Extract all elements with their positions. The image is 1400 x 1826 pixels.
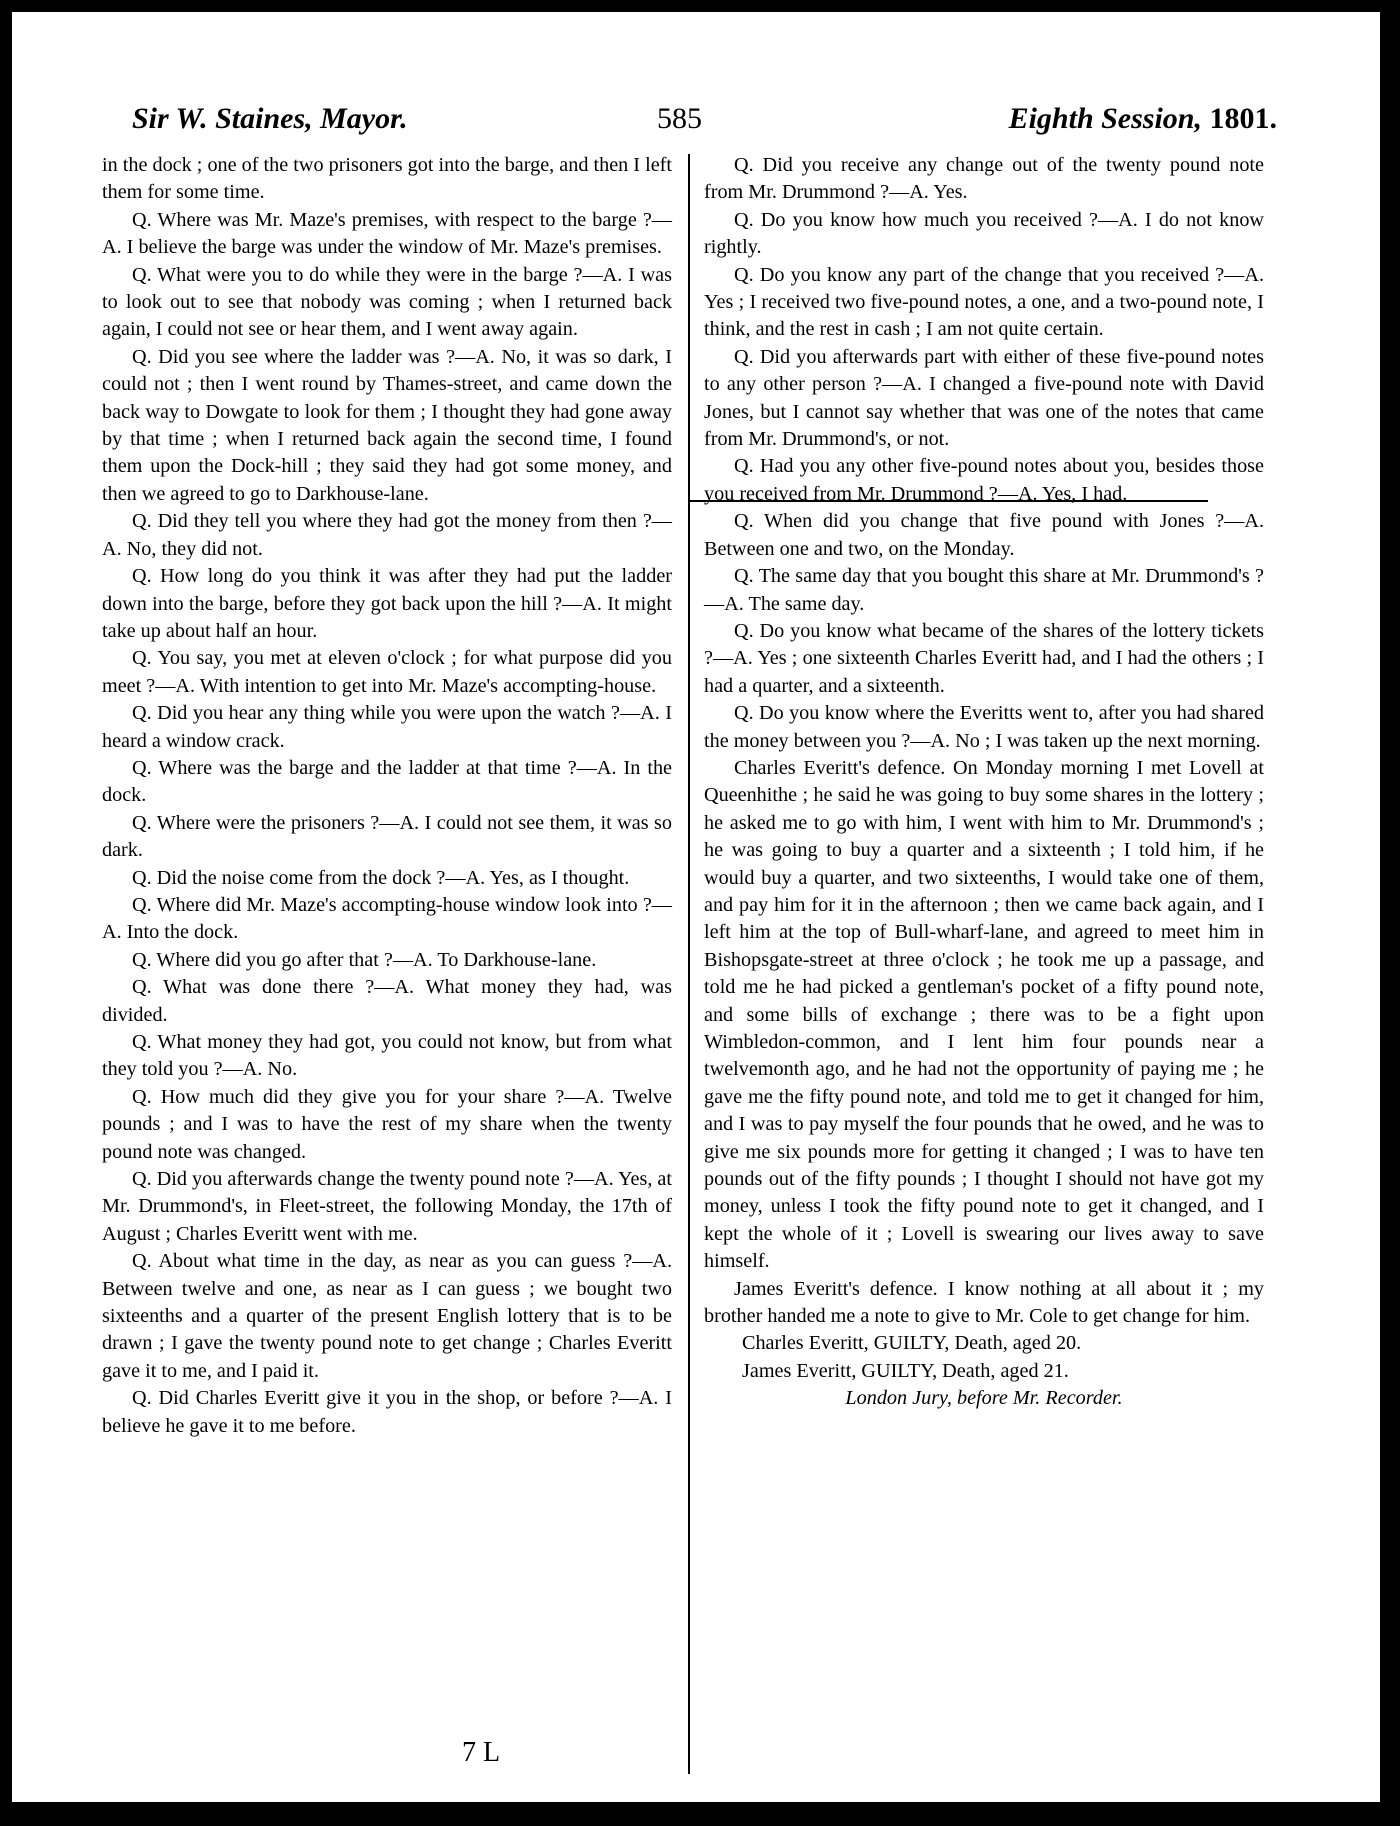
paragraph: Q. The same day that you bought this share at Mr. Drummond's ?—A. The same day. xyxy=(704,565,1264,615)
paragraph: Q. Where did Mr. Maze's accompting-house window look into ?—A. Into the dock. xyxy=(102,893,672,944)
paragraph: Q. Had you any other five-pound notes about you, besides those you received from Mr. Drummond ?—A. Yes, I had. xyxy=(704,455,1264,505)
paragraph: Q. Do you know any part of the change that you received ?—A. Yes ; I received two five-pound notes, a one, and a two-pound note, I think, and the rest in cash ; I am not quite certain. xyxy=(704,263,1264,341)
paragraph: Q. You say, you met at eleven o'clock ; for what purpose did you meet ?—A. With intention to get into Mr. Maze's accompting-house. xyxy=(102,647,672,697)
verdict-james: James Everitt, GUILTY, Death, aged 21. xyxy=(742,1359,1069,1382)
paragraph: Q. How long do you think it was after they had put the ladder down into the barge, before they got back upon the hill ?—A. It might take up about half an hour. xyxy=(102,565,672,642)
verdict-charles: Charles Everitt, GUILTY, Death, aged 20. xyxy=(742,1332,1082,1355)
document-page xyxy=(12,12,1380,1802)
right-column xyxy=(704,152,1264,1413)
paragraph: Q. Did you hear any thing while you were upon the watch ?—A. I heard a window crack. xyxy=(102,702,672,752)
paragraph: Q. Did you see where the ladder was ?—A. No, it was so dark, I could not ; then I went round by Thames-street, and came down the back way to Dowgate to look for them ; I thought they had gone away by that time ; when I returned back again the second time, I found them upon the Dock-hill ; they said they had got some money, and then we agreed to go to Darkhouse-lane. xyxy=(102,345,672,505)
signature-mark: 7 L xyxy=(462,1737,501,1768)
paragraph: Q. Do you know where the Everitts went to, after you had shared the money between you ?—A. No ; I was taken up the next morning. xyxy=(704,702,1264,752)
paragraph: Q. What were you to do while they were in the barge ?—A. I was to look out to see that nobody was coming ; when I returned back again, I could not see or hear them, and I went away again. xyxy=(102,263,672,341)
paragraph: Q. Do you know what became of the shares of the lottery tickets ?—A. Yes ; one sixteenth Charles Everitt had, and I had the others ; I had a quarter, and a sixteenth. xyxy=(704,619,1264,697)
paragraph: in the dock ; one of the two prisoners got into the barge, and then I left them for some time. xyxy=(102,154,672,204)
paragraph: Q. When did you change that five pound with Jones ?—A. Between one and two, on the Monday. xyxy=(704,510,1264,560)
paragraph: Q. Did they tell you where they had got the money from then ?—A. No, they did not. xyxy=(102,510,672,560)
paragraph: Q. Do you know how much you received ?—A. I do not know rightly. xyxy=(704,208,1264,259)
session-label: Eighth Session, xyxy=(1008,102,1202,135)
paragraph: Q. Did Charles Everitt give it you in the shop, or before ?—A. I believe he gave it to me before. xyxy=(102,1387,672,1437)
paragraph: Q. How much did they give you for your share ?—A. Twelve pounds ; and I was to have the rest of my share when the twenty pound note was changed. xyxy=(102,1085,672,1163)
header-mayor: Sir W. Staines, Mayor. xyxy=(132,102,408,135)
paragraph: Q. Did you afterwards part with either of these five-pound notes to any other person ?—A. I changed a five-pound note with David Jones, but I cannot say whether that was one of the notes that came from Mr. Drummond's, or not. xyxy=(704,345,1264,451)
paragraph: Q. Did you receive any change out of the twenty pound note from Mr. Drummond ?—A. Yes. xyxy=(704,154,1264,204)
paragraph: Q. Where was Mr. Maze's premises, with respect to the barge ?—A. I believe the barge was under the window of Mr. Maze's premises. xyxy=(102,208,672,259)
session-year: 1801. xyxy=(1209,102,1277,135)
column-divider xyxy=(688,154,690,1774)
page-number: 585 xyxy=(657,102,702,135)
defence-charles: Charles Everitt's defence. On Monday morning I met Lovell at Queenhithe ; he said he was going to buy some shares in the lottery ; he asked me to go with him, I went with him to Mr. Drummond's ; he was going to buy a quarter and a sixteenth ; I told him, if he would buy a quarter, and two sixteenths, I would take one of them, and pay him for it in the afternoon ; then we came back again, and I left him at the top of Bull-wharf-lane, and agreed to meet him in Bishopsgate-street at three o'clock ; he took me up a passage, and told me he had picked a gentleman's pocket of a fifty pound note, and some bills of exchange ; there was to be a fight upon Wimbledon-common, and I lent him four pounds near a twelvemonth ago, and he had not the opportunity of paying me ; he gave me the fifty pound note, and told me to get it changed for him, and I was to pay myself the four pounds that he owed, and he was to give me six pounds more for getting it changed ; I was to have ten pounds out of the fifty pounds ; I thought I should not have got my money, unless I took the fifty pound note to get it changed, and I kept the whole of it ; Lovell is swearing our lives away to save himself. xyxy=(704,756,1264,1273)
paragraph: Q. Where did you go after that ?—A. To Darkhouse-lane. xyxy=(132,948,597,971)
paragraph: Q. What was done there ?—A. What money they had, was divided. xyxy=(102,976,672,1026)
paragraph: Q. Where were the prisoners ?—A. I could not see them, it was so dark. xyxy=(102,811,672,862)
paragraph: Q. Where was the barge and the ladder at that time ?—A. In the dock. xyxy=(102,756,672,807)
paragraph: Q. Did you afterwards change the twenty pound note ?—A. Yes, at Mr. Drummond's, in Fleet-street, the following Monday, the 17th of August ; Charles Everitt went with me. xyxy=(102,1168,672,1245)
jury-line: London Jury, before Mr. Recorder. xyxy=(845,1387,1123,1410)
paragraph: Q. What money they had got, you could not know, but from what they told you ?—A. No. xyxy=(102,1031,672,1081)
defence-james: James Everitt's defence. I know nothing at all about it ; my brother handed me a note to give to Mr. Cole to get change for him. xyxy=(704,1277,1264,1328)
paragraph: Q. About what time in the day, as near as you can guess ?—A. Between twelve and one, as near as I can guess ; we bought two sixteenths and a quarter of the present English lottery that is to be drawn ; I gave the twenty pound note to get change ; Charles Everitt gave it to me, and I paid it. xyxy=(102,1250,672,1382)
header-session xyxy=(1009,102,1277,136)
paragraph: Q. Did the noise come from the dock ?—A. Yes, as I thought. xyxy=(132,866,630,889)
left-column xyxy=(102,152,672,1440)
running-header xyxy=(92,102,1287,146)
